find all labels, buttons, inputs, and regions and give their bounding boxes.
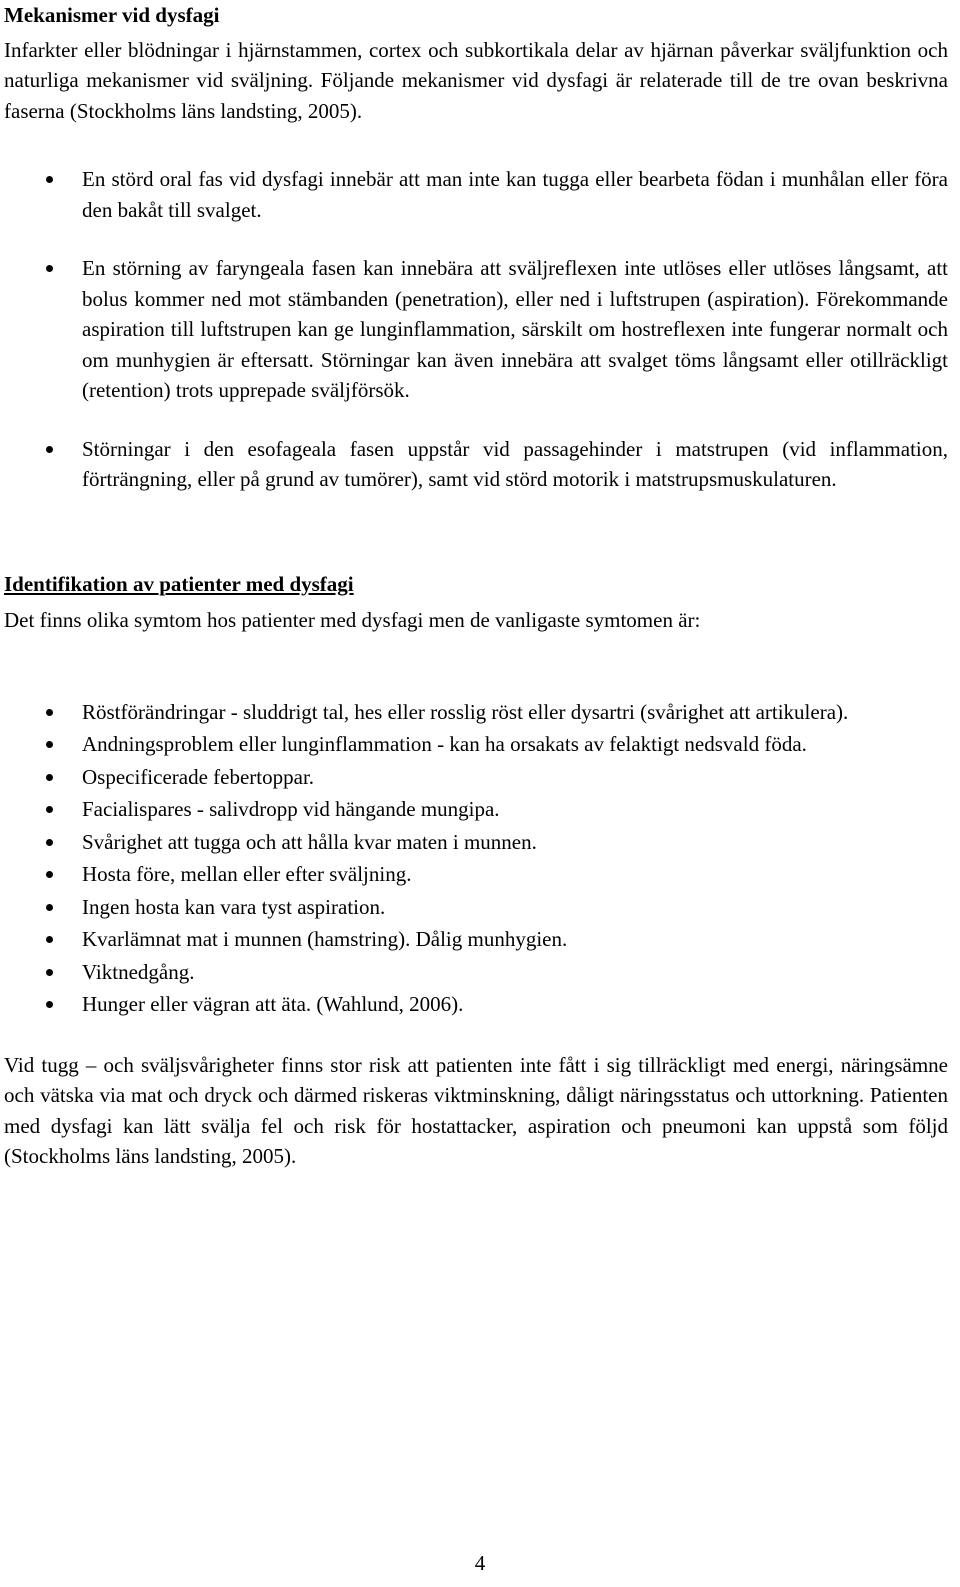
bullet-icon (46, 806, 53, 813)
section-heading-mechanisms: Mekanismer vid dysfagi (4, 3, 220, 27)
mechanisms-intro-paragraph: Infarkter eller blödningar i hjärnstammen, cortex och subkortikala delar av hjärnan påverkar sväljfunktion och naturliga mekanismer vid sväljning. Följande mekanismer vid dysfagi är relaterade till de tre ovan beskrivna faserna (Stockholms läns landsting, 2005). (4, 37, 948, 123)
list-item (4, 859, 948, 890)
bullet-icon (46, 446, 53, 453)
mechanisms-list (4, 164, 948, 495)
bullet-icon (46, 741, 53, 748)
list-item (4, 827, 948, 858)
list-item-text: Andningsproblem eller lunginflammation - kan ha orsakats av felaktigt nedsvald föda. (82, 732, 807, 756)
list-item (4, 164, 948, 225)
list-item (4, 989, 948, 1020)
bullet-icon (46, 969, 53, 976)
bullet-icon (46, 774, 53, 781)
list-item-text: Ingen hosta kan vara tyst aspiration. (82, 894, 386, 919)
list-item-text: Störningar i den esofageala fasen uppstår vid passagehinder i matstrupen (vid inflammation, förträngning, eller på grund av tumörer), samt vid störd motorik i matstrupsmuskulaturen. (82, 436, 948, 491)
list-item (4, 697, 948, 728)
document-page (4, 0, 948, 1172)
list-item-text: Hunger eller vägran att äta. (Wahlund, 2006). (82, 992, 464, 1016)
list-item (4, 794, 948, 825)
bullet-icon (46, 839, 53, 846)
bullet-icon (46, 904, 53, 911)
section-heading-identification: Identifikation av patienter med dysfagi (4, 571, 354, 596)
list-item (4, 253, 948, 406)
list-item (4, 434, 948, 495)
page-number: 4 (474, 1551, 486, 1575)
bullet-icon (46, 936, 53, 943)
bullet-icon (46, 265, 53, 272)
bullet-icon (46, 871, 53, 878)
list-item-text: Facialispares - salivdropp vid hängande mungipa. (82, 797, 500, 821)
list-item (4, 729, 948, 760)
closing-paragraph: Vid tugg – och sväljsvårigheter finns stor risk att patienten inte fått i sig tillräckligt med energi, näringsämne och vätska via mat och dryck och därmed riskeras viktminskning, dåligt näringsstatus och uttorkning. Patienten med dysfagi kan lätt svälja fel och risk för hostattacker, aspiration och pneumoni kan uppstå som följd (Stockholms läns landsting, 2005). (4, 1052, 948, 1168)
list-item-text: Viktnedgång. (82, 959, 195, 984)
bullet-icon (46, 176, 53, 183)
list-item (4, 957, 948, 988)
bullet-icon (46, 709, 53, 716)
symptoms-list (4, 697, 948, 1020)
list-item-text: Kvarlämnat mat i munnen (hamstring). Dålig munhygien. (82, 927, 568, 951)
list-item-text: Röstförändringar - sluddrigt tal, hes eller rosslig röst eller dysartri (svårighet att artikulera). (82, 699, 849, 724)
list-item-text: Hosta före, mellan eller efter sväljning. (82, 862, 412, 886)
list-item-text: Svårighet att tugga och att hålla kvar maten i munnen. (82, 829, 537, 854)
list-item (4, 924, 948, 955)
list-item-text: Ospecificerade febertoppar. (82, 764, 315, 789)
list-item (4, 892, 948, 923)
identification-intro-paragraph: Det finns olika symtom hos patienter med dysfagi men de vanligaste symtomen är: (4, 608, 701, 632)
list-item (4, 762, 948, 793)
bullet-icon (46, 1001, 53, 1008)
list-item-text: En störd oral fas vid dysfagi innebär att man inte kan tugga eller bearbeta födan i munhålan eller föra den bakåt till svalget. (82, 167, 948, 222)
list-item-text: En störning av faryngeala fasen kan innebära att sväljreflexen inte utlöses eller utlöses långsamt, att bolus kommer ned mot stämbanden (penetration), eller ned i luftstrupen (aspiration). Förekommande aspiration till luftstrupen kan ge lunginflammation, särskilt om hostreflexen inte fungerar normalt och om munhygien är eftersatt. Störningar kan även innebära att svalget töms långsamt eller otillräckligt (retention) trots upprepade sväljförsök. (82, 256, 948, 402)
